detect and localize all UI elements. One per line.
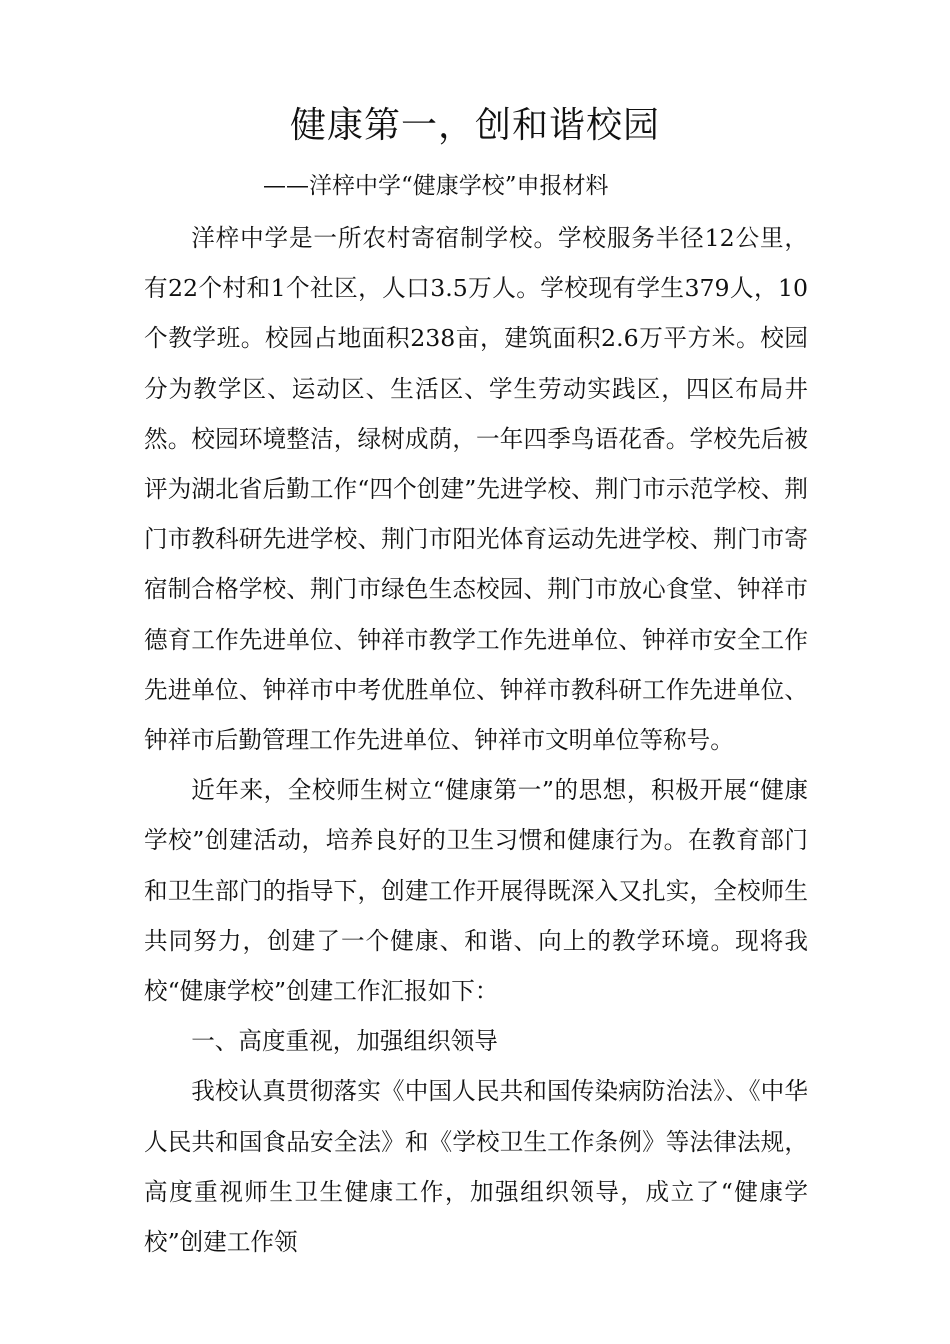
paragraph-leadership: 我校认真贯彻落实《中国人民共和国传染病防治法》、《中华人民共和国食品安全法》和《学校卫生工作条例》等法律法规，高度重视师生卫生健康工作，加强组织领导，成立了“健康学校”创建工作领	[144, 1077, 808, 1257]
document-subtitle: ——洋梓中学“健康学校”申报材料	[263, 173, 609, 199]
document-body	[144, 213, 808, 1267]
paragraph-school-intro: 洋梓中学是一所农村寄宿制学校。学校服务半径12公里，有22个村和1个社区，人口3.5万人。学校现有学生379人，10个教学班。校园占地面积238亩，建筑面积2.6万平方米。校园分为教学区、运动区、生活区、学生劳动实践区，四区布局井然。校园环境整洁，绿树成荫，一年四季鸟语花香。学校先后被评为湖北省后勤工作“四个创建”先进学校、荆门市示范学校、荆门市教科研先进学校、荆门市阳光体育运动先进学校、荆门市寄宿制合格学校、荆门市绿色生态校园、荆门市放心食堂、钟祥市德育工作先进单位、钟祥市教学工作先进单位、钟祥市安全工作先进单位、钟祥市中考优胜单位、钟祥市教科研工作先进单位、钟祥市后勤管理工作先进单位、钟祥市文明单位等称号。	[144, 224, 808, 755]
document-title: 健康第一，创和谐校园	[289, 105, 660, 146]
paragraph-recent-years: 近年来，全校师生树立“健康第一”的思想，积极开展“健康学校”创建活动，培养良好的卫生习惯和健康行为。在教育部门和卫生部门的指导下，创建工作开展得既深入又扎实，全校师生共同努力，创建了一个健康、和谐、向上的教学环境。现将我校“健康学校”创建工作汇报如下：	[144, 776, 808, 1006]
section-heading-1: 一、高度重视，加强组织领导	[191, 1027, 498, 1056]
